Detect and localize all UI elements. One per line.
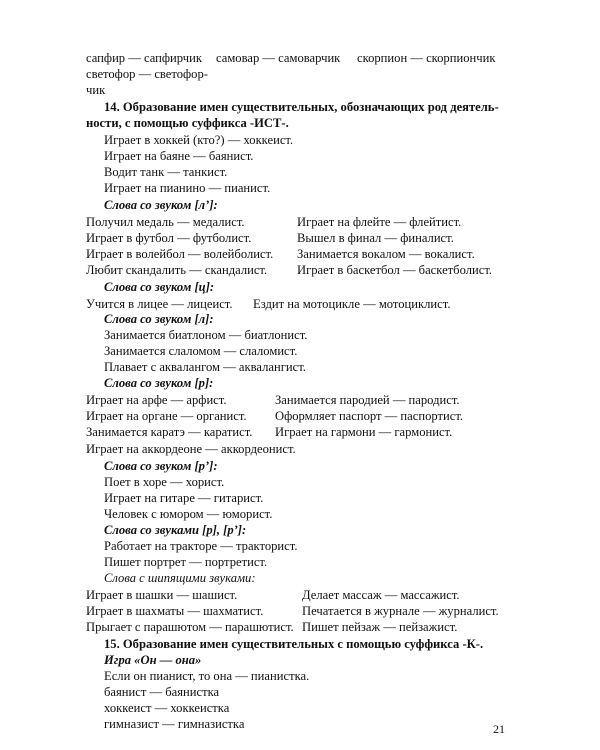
- text-line: Занимается вокалом — вокалист.: [297, 247, 475, 261]
- text-line: Человек с юмором — юморист.: [104, 507, 273, 521]
- text-line: Пишет портрет — портретист.: [104, 555, 268, 569]
- text-line: Играет на органе — органист.: [86, 409, 247, 423]
- text-line: Играет на арфе — арфист.: [86, 393, 227, 407]
- text-line: Играет на пианино — пианист.: [104, 181, 271, 195]
- text-line: Занимается пародией — пародист.: [275, 393, 460, 407]
- text-line: Ездит на мотоцикле — мотоциклист.: [253, 297, 451, 311]
- text-line: гимназист — гимназистка: [104, 717, 245, 731]
- text-line: Играет в хоккей (кто?) — хоккеист.: [104, 133, 294, 147]
- text-line: Делает массаж — массажист.: [302, 588, 460, 602]
- text-line: Плавает с аквалангом — аквалангист.: [104, 360, 306, 374]
- subheading: Игра «Он — она»: [104, 653, 202, 667]
- text-line: Играет в шашки — шашист.: [86, 588, 238, 602]
- text-line: Поет в хоре — хорист.: [104, 475, 225, 489]
- text-line: Если он пианист, то она — пианистка.: [104, 669, 310, 683]
- text-line: Занимается биатлоном — биатлонист.: [104, 328, 308, 342]
- text-line: Прыгает с парашютом — парашютист.: [86, 620, 294, 634]
- text-line: баянист — баянистка: [104, 685, 220, 699]
- text-line: Играет в шахматы — шахматист.: [86, 604, 264, 618]
- text-line: Пишет пейзаж — пейзажист.: [302, 620, 458, 634]
- text-line: Занимается каратэ — каратист.: [86, 425, 253, 439]
- subheading: Слова со звуком [л]:: [104, 312, 214, 326]
- text-line: Играет на гармони — гармонист.: [275, 425, 453, 439]
- text-line: светофор — светофор-: [86, 67, 208, 81]
- text-line: Учится в лицее — лицеист.: [86, 297, 233, 311]
- subheading: Слова со звуком [л’]:: [104, 198, 218, 212]
- text-line: Печатается в журнале — журналист.: [302, 604, 499, 618]
- subheading: Слова с шипящими звуками:: [104, 571, 256, 585]
- subheading: Слова со звуком [р]:: [104, 376, 214, 390]
- text-line: Играет в футбол — футболист.: [86, 231, 252, 245]
- section-heading: 15. Образование имен существительных с помощью суффикса -К-.: [104, 637, 484, 651]
- text-line: Занимается слаломом — слаломист.: [104, 344, 298, 358]
- text-line: Играет на баяне — баянист.: [104, 149, 254, 163]
- text-line: Играет на флейте — флейтист.: [297, 215, 462, 229]
- subheading: Слова со звуками [р], [р’]:: [104, 523, 247, 537]
- text-line: Играет на аккордеоне — аккордеонист.: [86, 442, 296, 456]
- subheading: Слова со звуком [ц]:: [104, 280, 215, 294]
- text-line: Играет в баскетбол — баскетболист.: [297, 263, 493, 277]
- text-line: Оформляет паспорт — паспортист.: [275, 409, 464, 423]
- text-line: Играет на гитаре — гитарист.: [104, 491, 264, 505]
- text-line: Получил медаль — медалист.: [86, 215, 245, 229]
- text-line: сапфир — сапфирчик: [86, 51, 202, 65]
- subheading: Слова со звуком [р’]:: [104, 459, 218, 473]
- text-line: Водит танк — танкист.: [104, 165, 228, 179]
- text-line: Вышел в финал — финалист.: [297, 231, 454, 245]
- text-line: Любит скандалить — скандалист.: [86, 263, 268, 277]
- text-line: хоккеист — хоккеистка: [104, 701, 230, 715]
- section-heading: 14. Образование имен существительных, обозначающих род деятель-: [104, 100, 499, 114]
- text-line: Работает на тракторе — тракторист.: [104, 539, 298, 553]
- text-line: скорпион — скорпиончик: [357, 51, 496, 65]
- text-line: Играет в волейбол — волейболист.: [86, 247, 274, 261]
- text-line: самовар — самоварчик: [216, 51, 341, 65]
- text-line: чик: [86, 83, 106, 97]
- section-heading: ности, с помощью суффикса -ИСТ-.: [86, 116, 289, 130]
- page-number: 21: [493, 722, 505, 736]
